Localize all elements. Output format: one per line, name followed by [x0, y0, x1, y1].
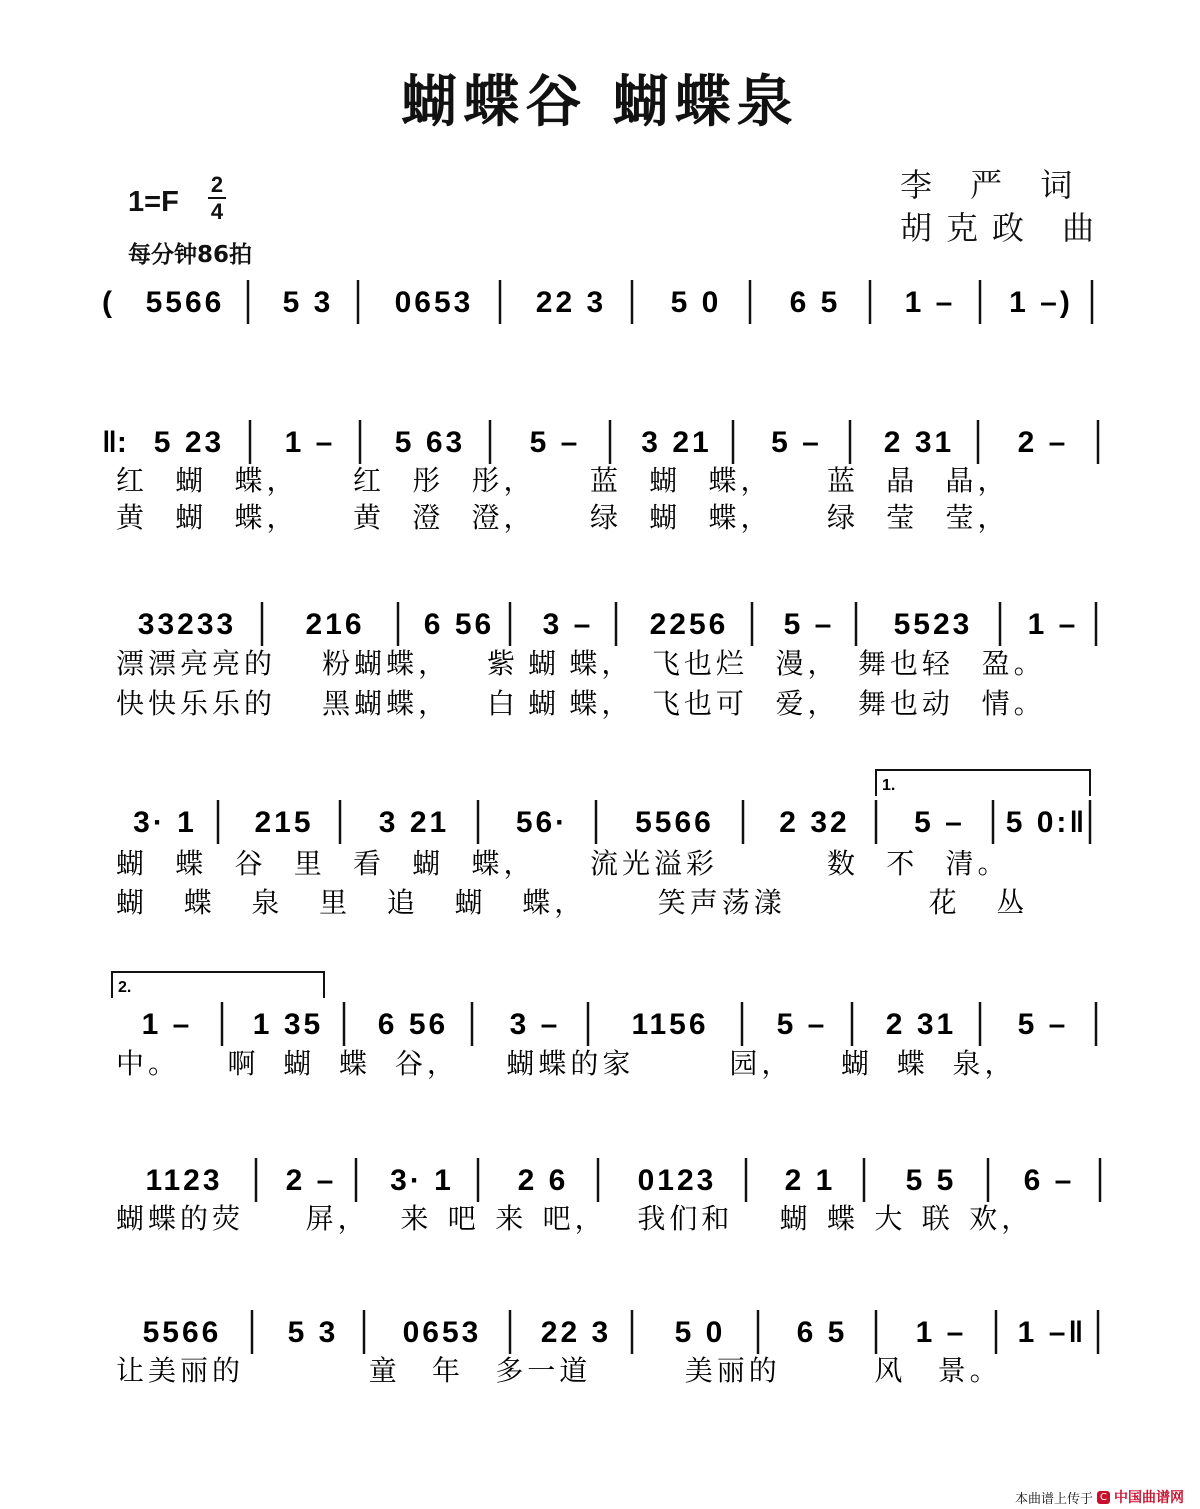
lyric-word: 蝶，: [708, 501, 773, 534]
measure-notes: 5 0: [670, 286, 722, 319]
lyric-word: 吧，: [542, 1202, 607, 1235]
measure-notes: 1 –: [1027, 608, 1079, 641]
lyric-word: 蝴: [528, 687, 561, 720]
lyric-word: 蝴蝶的家: [506, 1047, 635, 1080]
measure-notes: 2 31: [885, 1008, 957, 1041]
measure-notes: 0653: [402, 1316, 482, 1349]
lyric-word: 蝴: [116, 886, 149, 919]
measure-notes: 3· 1: [390, 1164, 454, 1197]
meter-top: 2: [210, 172, 224, 197]
lyric-word: 蝶: [183, 886, 216, 919]
footer-text: 本曲谱上传于: [1014, 1491, 1093, 1507]
lyric-word: 蝴: [454, 886, 487, 919]
lyric-word: 晶，: [945, 464, 1010, 497]
lyric-word: 蝶，: [569, 647, 634, 680]
lyric-word: 蝴: [175, 501, 208, 534]
measure-notes: 5 23: [153, 426, 225, 459]
lyric-word: 蝶，: [234, 464, 299, 497]
measure-notes: 6 56: [423, 608, 495, 641]
measure-notes: 1156: [631, 1008, 709, 1041]
tempo-marking: 每分钟86拍: [128, 242, 253, 268]
lyric-word: 绿: [590, 501, 623, 534]
lyric-word: 园，: [729, 1047, 794, 1080]
measure-notes: 5 5: [905, 1164, 957, 1197]
lyric-word: 蝶，: [569, 687, 634, 720]
measure-notes: 5566: [142, 1316, 222, 1349]
measure-notes: 56·: [515, 806, 569, 839]
measure-notes: 5 –: [776, 1008, 828, 1041]
lyric-word: 蝶: [339, 1047, 372, 1080]
measure-notes: 3 21: [378, 806, 450, 839]
measure-notes: 2 6: [517, 1164, 569, 1197]
lyric-word: 丛: [996, 886, 1029, 919]
lyric-word: 来: [400, 1202, 433, 1235]
lyric-word: 盈。: [981, 647, 1046, 680]
measure-notes: 6 56: [377, 1008, 449, 1041]
measure-notes: 1123: [145, 1164, 223, 1197]
lyric-word: 彤: [412, 464, 445, 497]
lyric-word: 蝶，: [471, 847, 536, 880]
lyric-word: 中。: [116, 1047, 181, 1080]
lyric-word: 笑声荡漾: [657, 886, 786, 919]
key-signature: 1=F: [128, 186, 179, 218]
song-title: 蝴蝶谷 蝴蝶泉: [401, 69, 799, 135]
lyric-word: 蝶，: [708, 464, 773, 497]
lyric-word: 蝴: [779, 1202, 812, 1235]
measure-notes: 1 –: [904, 286, 956, 319]
lyric-word: 不: [886, 847, 919, 880]
lyric-word: 澄: [412, 501, 445, 534]
lyric-word: 红: [353, 464, 386, 497]
footer-watermark: [1015, 1487, 1184, 1507]
lyric-word: 我们和: [637, 1202, 734, 1235]
lyric-word: 吧: [447, 1202, 480, 1235]
lyric-word: 追: [386, 886, 419, 919]
lyric-word: 蝴: [283, 1047, 316, 1080]
lyric-word: 年: [432, 1354, 465, 1387]
measure-notes: 22 3: [535, 286, 607, 319]
lyric-word: 里: [319, 886, 352, 919]
lyric-word: 蝴: [649, 501, 682, 534]
measure-notes: 2 31: [883, 426, 955, 459]
lyric-word: 爱，: [775, 687, 840, 720]
lyric-word: 联: [921, 1202, 954, 1235]
measure-notes: 5 3: [287, 1316, 339, 1349]
lyric-word: 绿: [827, 501, 860, 534]
lyric-word: 花: [928, 886, 961, 919]
measure-notes: 216: [305, 608, 365, 641]
lyric-word: 蝶，: [234, 501, 299, 534]
measure-notes: 2 1: [784, 1164, 836, 1197]
lyric-word: 红: [116, 464, 149, 497]
lyric-word: 谷: [234, 847, 267, 880]
volta-number: 2.: [118, 979, 132, 996]
lyric-word: 大: [874, 1202, 907, 1235]
measure-notes: 5 –: [529, 426, 581, 459]
lyric-word: 黄: [353, 501, 386, 534]
lyric-word: 黄: [116, 501, 149, 534]
lyric-word: 飞也烂: [651, 647, 748, 680]
lyric-word: 看: [353, 847, 386, 880]
lyric-word: 蓝: [590, 464, 623, 497]
row-open-mark: (: [102, 286, 112, 319]
measure-notes: 5 0: [674, 1316, 726, 1349]
measure-notes: 6 –: [1023, 1164, 1075, 1197]
lyric-word: 蓝: [827, 464, 860, 497]
measure-notes: 22 3: [540, 1316, 612, 1349]
measure-notes: 1 –: [141, 1008, 193, 1041]
lyric-word: 清。: [945, 847, 1010, 880]
measure-notes: 1 –: [284, 426, 336, 459]
lyric-word: 快快乐乐的: [116, 687, 277, 720]
measure-notes: 5523: [893, 608, 973, 641]
lyric-word: 蝶: [175, 847, 208, 880]
meter-bottom: 4: [210, 199, 224, 224]
lyric-word: 风: [874, 1354, 907, 1387]
measure-notes: 1 –): [1009, 286, 1073, 319]
measure-notes: 3 21: [641, 426, 712, 459]
measure-notes: 5566: [635, 806, 714, 839]
lyric-word: 蝴蝶的荧: [116, 1202, 245, 1235]
measure-notes: 3· 1: [133, 806, 197, 839]
lyric-word: 蝴: [412, 847, 445, 880]
lyric-word: 晶: [886, 464, 919, 497]
lyric-word: 蝴: [840, 1047, 873, 1080]
lyric-word: 流光溢彩: [590, 847, 719, 880]
lyric-word: 彤，: [471, 464, 536, 497]
volta-bracket: [876, 770, 1090, 796]
lyric-word: 飞也可: [651, 687, 748, 720]
measure-notes: 5 –: [914, 806, 965, 839]
lyric-word: 黑蝴蝶，: [322, 687, 451, 720]
measure-notes: 5 3: [282, 286, 334, 319]
measure-notes: 3 –: [509, 1008, 561, 1041]
lyric-word: 景。: [937, 1354, 1002, 1387]
lyric-word: 童: [368, 1354, 401, 1387]
lyric-word: 莹: [886, 501, 919, 534]
measure-notes: 2 –: [1017, 426, 1069, 459]
lyric-word: 紫: [486, 647, 519, 680]
lyric-word: 莹，: [945, 501, 1010, 534]
lyricist-credit: 李 严 词: [900, 166, 1087, 204]
lyric-word: 谷，: [394, 1047, 459, 1080]
lyric-word: 蝴: [116, 847, 149, 880]
measure-notes: 6 5: [796, 1316, 848, 1349]
lyric-word: 白: [486, 687, 519, 720]
lyric-word: 舞也轻: [857, 647, 954, 680]
measure-notes: 215: [254, 806, 314, 839]
measure-notes: 1 35: [252, 1008, 324, 1041]
lyric-word: 多一道: [495, 1354, 592, 1387]
lyric-word: 蝴: [528, 647, 561, 680]
measure-notes: 5566: [145, 286, 225, 319]
lyric-word: 漂漂亮亮的: [116, 647, 277, 680]
measure-notes: 0653: [394, 286, 474, 319]
measure-notes: 2 –: [285, 1164, 337, 1197]
lyric-word: 里: [293, 847, 326, 880]
lyric-word: 蝴: [175, 464, 208, 497]
measure-notes: 5 –: [1017, 1008, 1069, 1041]
measure-notes: 5 –: [783, 608, 835, 641]
measure-notes: 3 –: [542, 608, 594, 641]
lyric-word: 漫，: [775, 647, 840, 680]
lyric-word: 粉蝴蝶，: [322, 647, 451, 680]
lyric-word: 澄，: [471, 501, 536, 534]
lyric-word: 啊: [227, 1047, 260, 1080]
lyric-word: 让美丽的: [116, 1354, 245, 1387]
lyric-word: 泉，: [952, 1047, 1017, 1080]
row-open-mark: ‖:: [102, 426, 127, 459]
measure-notes: 1 –‖: [1017, 1316, 1087, 1349]
volta-number: 1.: [882, 777, 896, 794]
lyric-word: 蝶，: [522, 886, 587, 919]
composer-credit: 胡克政 曲: [900, 209, 1109, 247]
lyric-word: 欢，: [969, 1202, 1034, 1235]
measure-notes: 1 –: [915, 1316, 967, 1349]
measure-notes: 2 32: [779, 806, 850, 839]
measure-notes: 5 63: [394, 426, 466, 459]
lyric-word: 屏，: [305, 1202, 370, 1235]
lyric-word: 泉: [251, 886, 284, 919]
measure-notes: 5 –: [771, 426, 822, 459]
site-logo-text: 中国曲谱网: [1114, 1490, 1184, 1506]
lyric-word: 数: [827, 847, 860, 880]
lyric-word: 蝴: [649, 464, 682, 497]
measure-notes: 5 0:‖: [1005, 806, 1088, 839]
lyric-word: 蝶: [896, 1047, 929, 1080]
lyric-word: 蝶: [827, 1202, 860, 1235]
measure-notes: 0123: [637, 1164, 717, 1197]
measure-notes: 2256: [649, 608, 729, 641]
lyric-word: 情。: [981, 687, 1046, 720]
measure-notes: 33233: [137, 608, 237, 641]
lyric-word: 舞也动: [857, 687, 954, 720]
site-logo-icon: C: [1097, 1491, 1110, 1504]
lyric-word: 来: [495, 1202, 528, 1235]
measure-notes: 6 5: [789, 286, 841, 319]
volta-bracket: [112, 972, 324, 998]
lyric-word: 美丽的: [684, 1354, 781, 1387]
